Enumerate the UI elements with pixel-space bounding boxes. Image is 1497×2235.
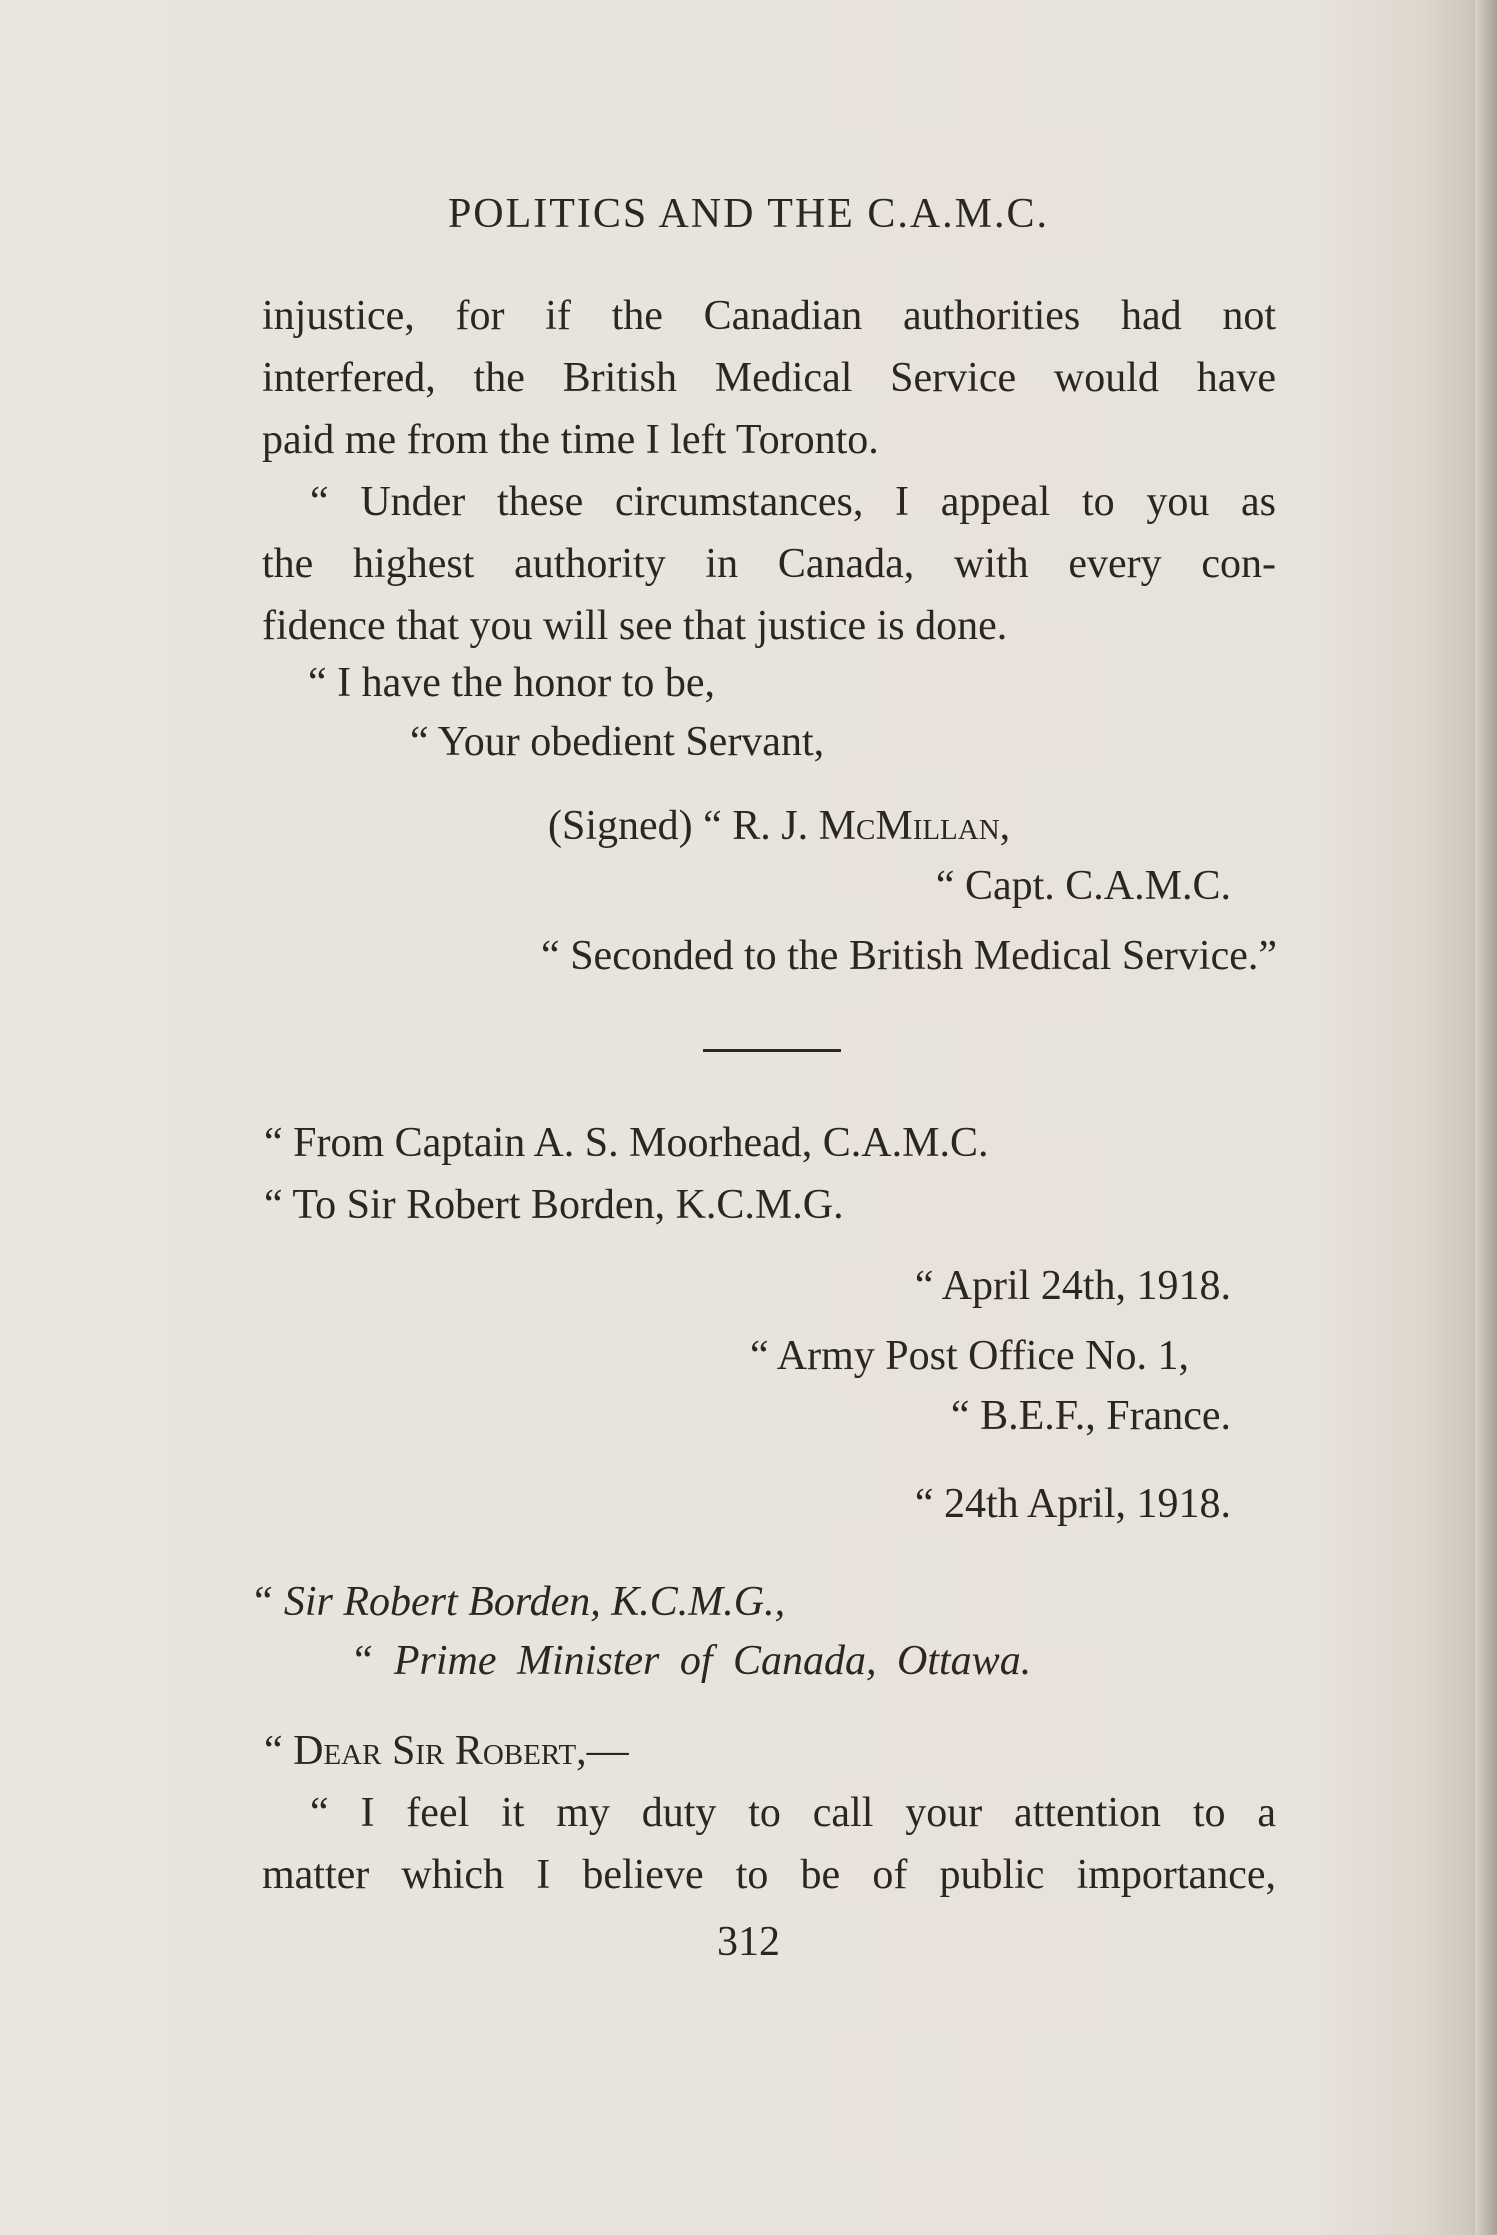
text-line: matter which I believe to be of public importance, — [262, 1852, 1276, 1898]
signed-prefix: (Signed) “ R. J. — [548, 803, 819, 849]
text-line: paid me from the time I left Toronto. — [262, 417, 879, 463]
addressee-title: “ Prime Minister of Canada, Ottawa. — [350, 1638, 1032, 1684]
text-line: injustice, for if the Canadian authorities had not — [262, 293, 1276, 339]
text-line: interfered, the British Medical Service would have — [262, 355, 1276, 401]
signature-line — [548, 802, 1010, 850]
closing-honor: “ I have the honor to be, — [308, 660, 716, 706]
closing-servant: “ Your obedient Servant, — [410, 719, 825, 765]
page-number: 312 — [717, 1919, 780, 1965]
paragraph-duty — [262, 1782, 1276, 1906]
seconded-line: “ Seconded to the British Medical Service.” — [541, 933, 1277, 979]
running-header: POLITICS AND THE C.A.M.C. — [447, 191, 1050, 237]
date-line-2: “ 24th April, 1918. — [914, 1481, 1231, 1527]
address-line-1: “ Army Post Office No. 1, — [749, 1333, 1189, 1379]
to-line: “ To Sir Robert Borden, K.C.M.G. — [264, 1182, 844, 1228]
salutation: “ Dear Sir Robert,— — [264, 1728, 629, 1774]
text-line: fidence that you will see that justice is done. — [262, 603, 1008, 649]
paragraph-appeal — [262, 471, 1276, 657]
text-line: “ I feel it my duty to call your attention to a — [310, 1790, 1276, 1836]
section-divider — [703, 1049, 841, 1052]
addressee-name: “ Sir Robert Borden, K.C.M.G., — [250, 1579, 786, 1625]
paragraph-injustice — [262, 285, 1276, 471]
date-line: “ April 24th, 1918. — [914, 1263, 1231, 1309]
signer-name: McMillan, — [818, 803, 1011, 849]
from-line: “ From Captain A. S. Moorhead, C.A.M.C. — [264, 1120, 989, 1166]
text-line: “ Under these circumstances, I appeal to you as — [310, 479, 1276, 525]
text-line: the highest authority in Canada, with every con- — [262, 541, 1276, 587]
page-gutter — [1475, 0, 1497, 2235]
signer-rank: “ Capt. C.A.M.C. — [935, 863, 1231, 909]
address-line-2: “ B.E.F., France. — [950, 1393, 1231, 1439]
